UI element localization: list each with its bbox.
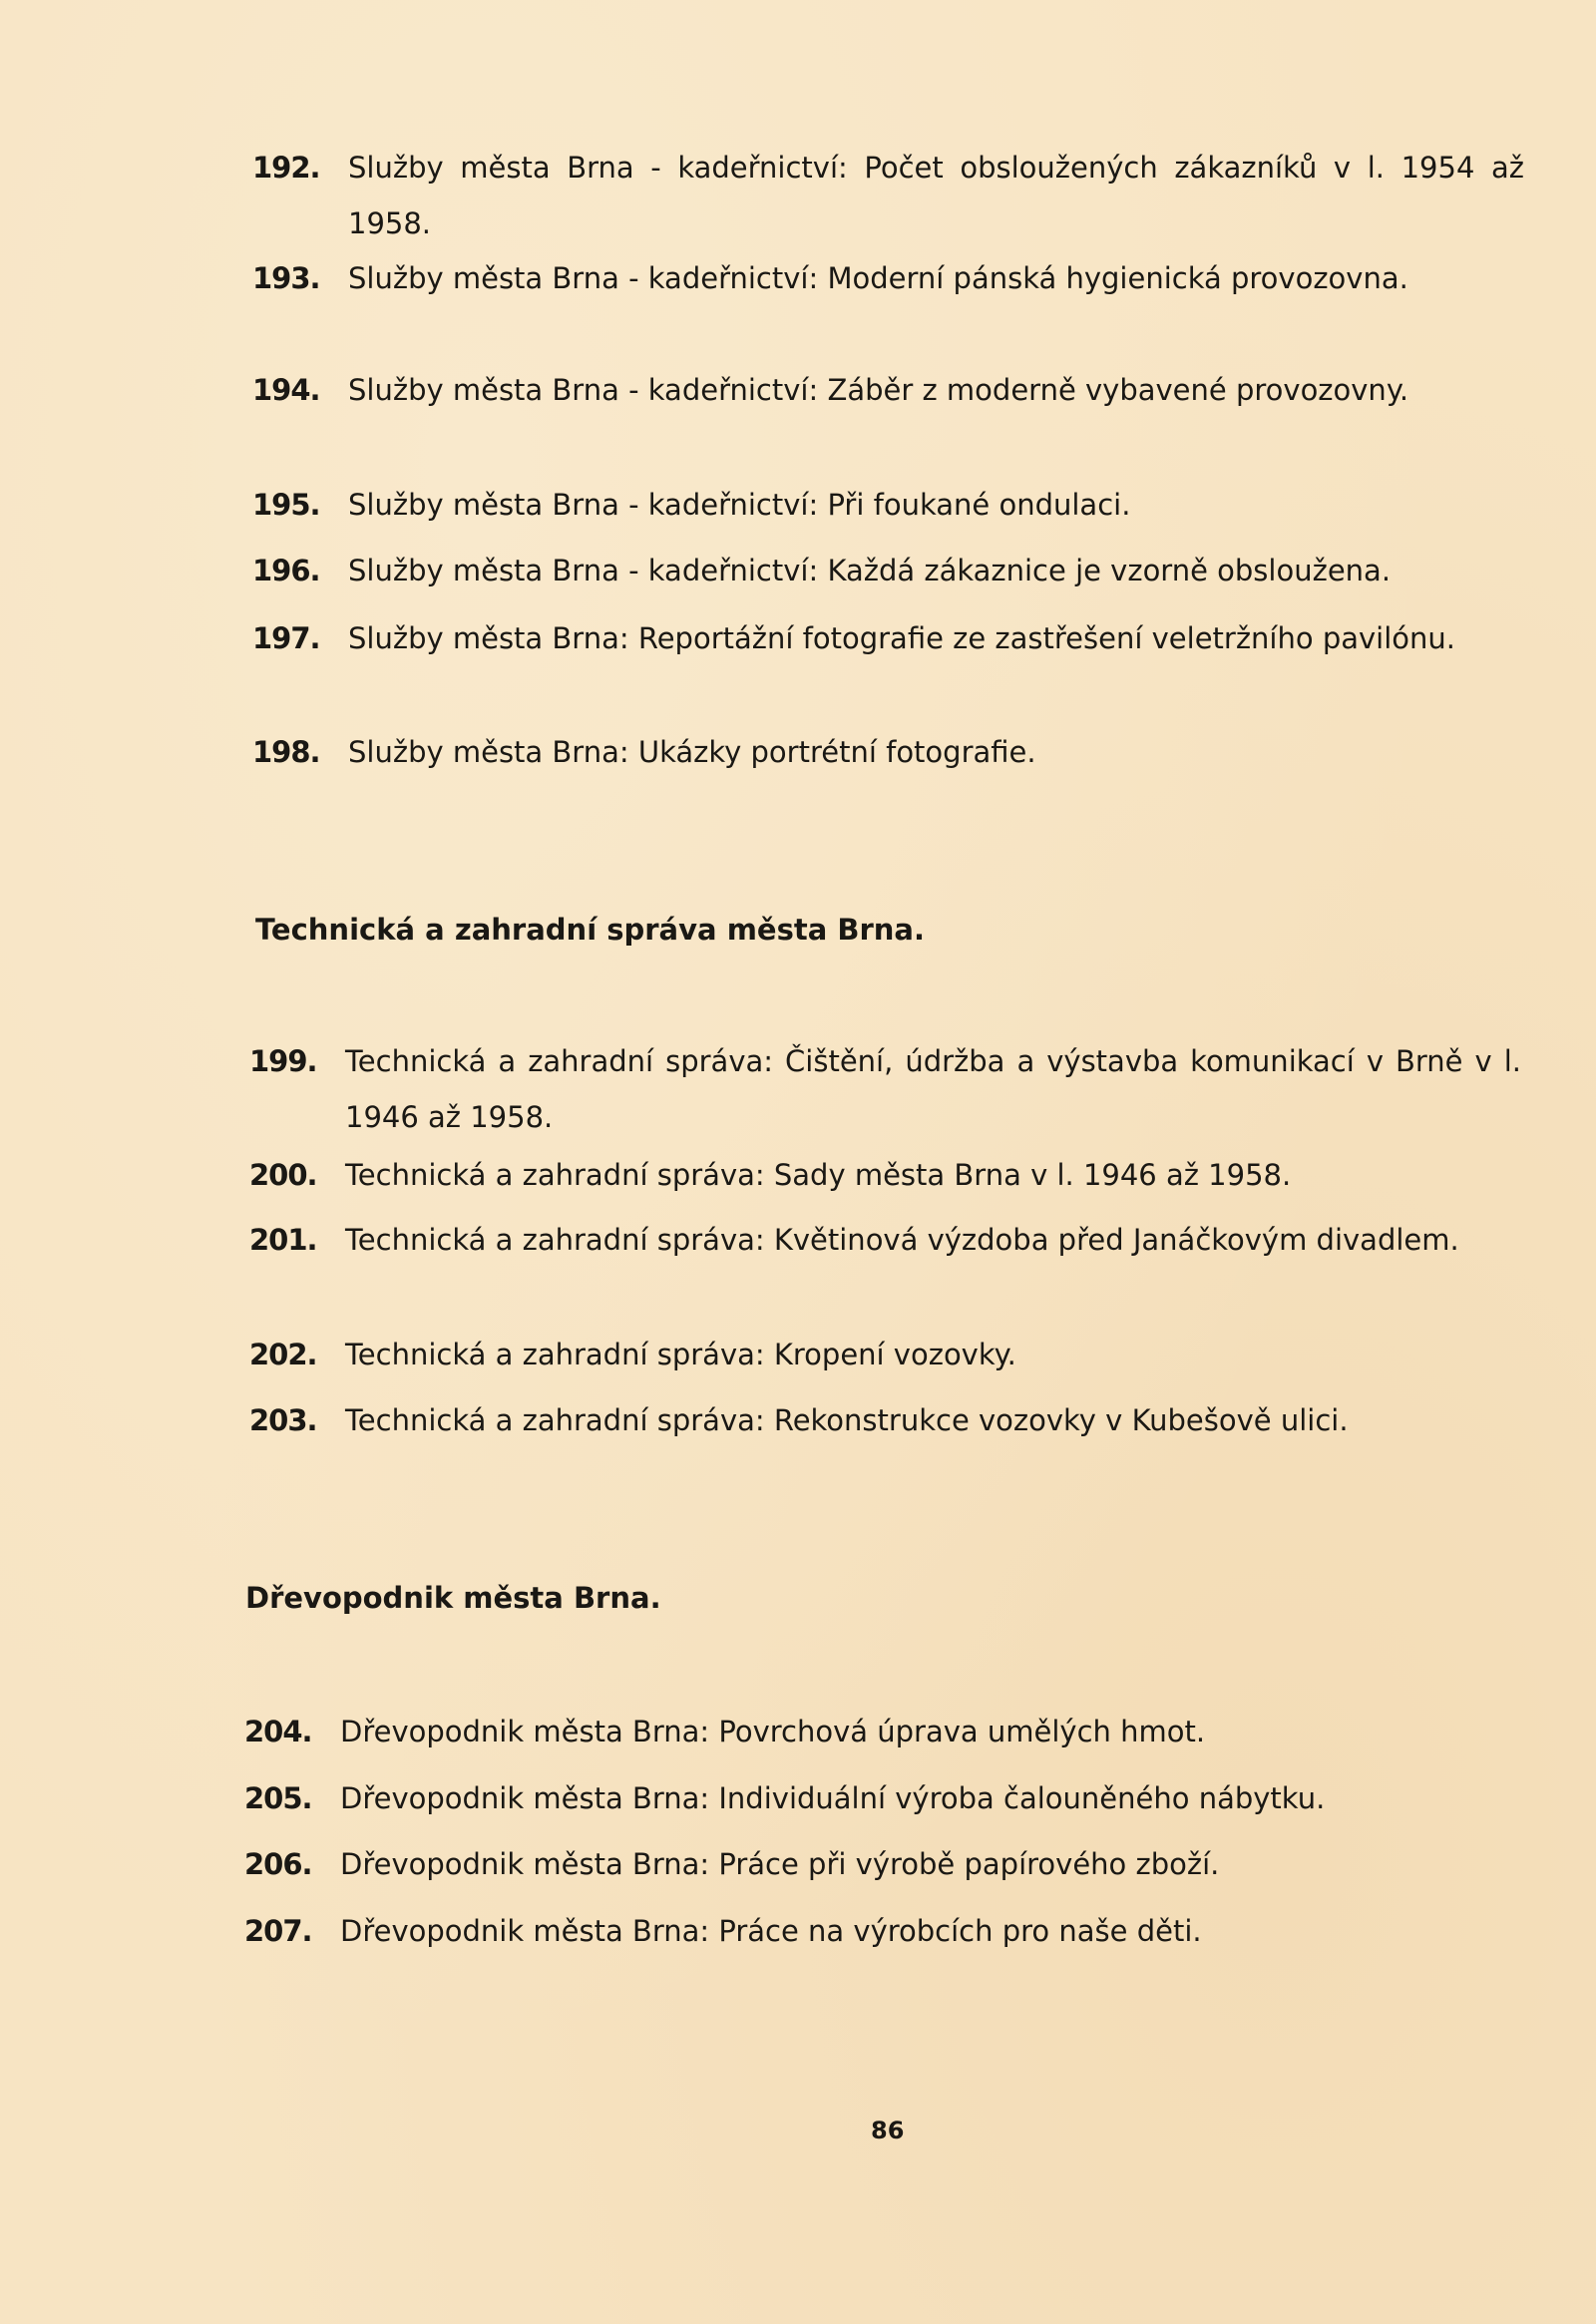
item-number: 194. (252, 373, 320, 407)
item-text: Technická a zahradní správa: Květinová výzdoba před Janáčkovým divadlem. (345, 1223, 1459, 1257)
item-text: Služby města Brna - kadeřnictví: Záběr z moderně vybavené provozovny. (348, 373, 1409, 407)
item-text: Dřevopodnik města Brna: Práce při výrobě papírového zboží. (340, 1847, 1220, 1881)
list-item (244, 1836, 1516, 1892)
item-number: 201. (249, 1223, 317, 1257)
item-text: Dřevopodnik města Brna: Individuální výroba čalouněného nábytku. (340, 1781, 1326, 1815)
item-text: Služby města Brna - kadeřnictví: Moderní pánská hygienická provozovna. (348, 261, 1408, 295)
item-number: 196. (252, 554, 320, 587)
item-number: 206. (244, 1847, 312, 1881)
item-number: 204. (244, 1715, 312, 1748)
list-item (252, 543, 1524, 598)
item-text: Služby města Brna: Ukázky portrétní fotografie. (348, 735, 1036, 769)
item-number: 199. (249, 1044, 317, 1078)
list-item (252, 140, 1524, 251)
list-item (252, 362, 1524, 418)
item-text: Dřevopodnik města Brna: Povrchová úprava umělých hmot. (340, 1715, 1206, 1748)
item-text: Technická a zahradní správa: Kropení vozovky. (345, 1338, 1016, 1371)
item-number: 192. (252, 151, 320, 185)
item-number: 197. (252, 621, 320, 655)
list-item (244, 1903, 1516, 1959)
item-number: 202. (249, 1338, 317, 1371)
list-item (249, 1147, 1521, 1203)
item-text: Služby města Brna - kadeřnictví: Každá zákaznice je vzorně obsloužena. (348, 554, 1392, 587)
list-item (249, 1033, 1521, 1145)
item-text: Služby města Brna: Reportážní fotografie ze zastřešení veletržního pavilónu. (348, 621, 1456, 655)
list-item (244, 1704, 1516, 1759)
item-number: 193. (252, 261, 320, 295)
item-number: 207. (244, 1914, 312, 1948)
list-item (252, 610, 1524, 666)
item-text: Dřevopodnik města Brna: Práce na výrobcích pro naše děti. (340, 1914, 1202, 1948)
item-number: 200. (249, 1158, 317, 1192)
item-text: Technická a zahradní správa: Čištění, údržba a výstavba komunikací v Brně v l. 1946 až 1958. (345, 1044, 1521, 1134)
list-item (252, 724, 1524, 780)
item-number: 195. (252, 488, 320, 522)
item-text: Služby města Brna - kadeřnictví: Při foukané ondulaci. (348, 488, 1131, 522)
list-item (249, 1212, 1521, 1268)
item-number: 205. (244, 1781, 312, 1815)
section-heading: Dřevopodnik města Brna. (245, 1581, 661, 1615)
list-item (252, 477, 1524, 533)
item-text: Služby města Brna - kadeřnictví: Počet obsloužených zákazníků v l. 1954 až 1958. (348, 151, 1524, 240)
list-item (252, 250, 1524, 306)
item-text: Technická a zahradní správa: Sady města Brna v l. 1946 až 1958. (345, 1158, 1292, 1192)
section-heading: Technická a zahradní správa města Brna. (255, 913, 926, 947)
list-item (244, 1770, 1516, 1826)
page-number: 86 (871, 2117, 905, 2144)
item-number: 198. (252, 735, 320, 769)
list-item (249, 1327, 1521, 1382)
item-number: 203. (249, 1403, 317, 1437)
item-text: Technická a zahradní správa: Rekonstrukce vozovky v Kubešově ulici. (345, 1403, 1349, 1437)
list-item (249, 1392, 1521, 1448)
